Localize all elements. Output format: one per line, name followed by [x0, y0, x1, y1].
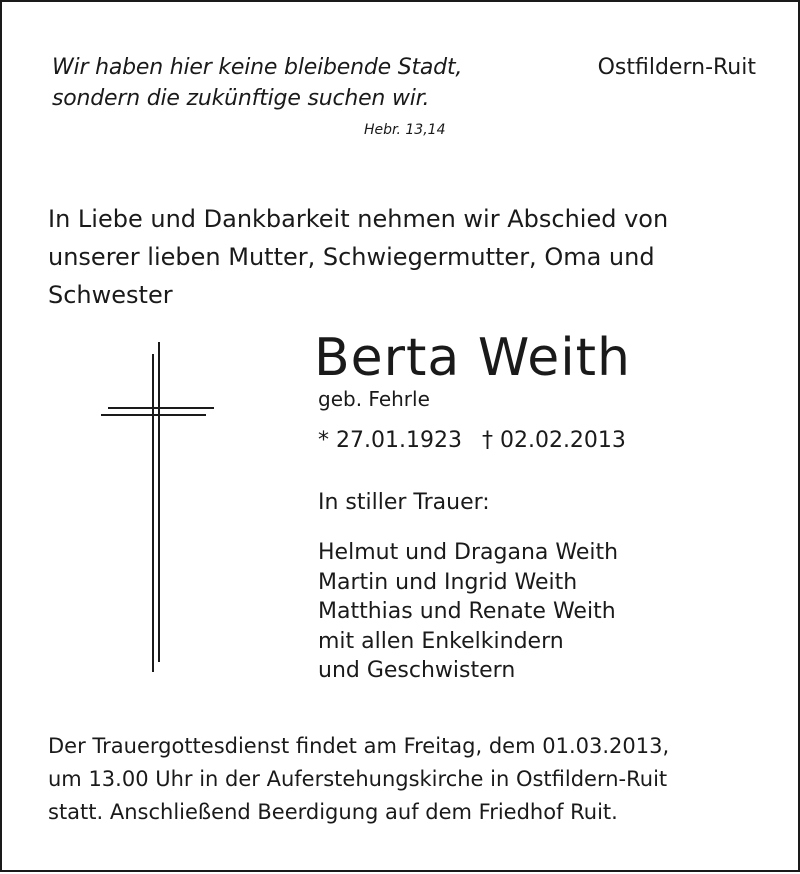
mourner-list: [318, 538, 618, 686]
life-dates: [318, 427, 626, 455]
bible-verse: [52, 52, 462, 114]
death-date: † 02.02.2013: [481, 428, 626, 453]
intro-line-1: In Liebe und Dankbarkeit nehmen wir Abschied von: [48, 205, 669, 233]
maiden-name: geb. Fehrle: [318, 387, 430, 411]
mourner-line: Matthias und Renate Weith: [318, 599, 616, 624]
mourner-line: Martin und Ingrid Weith: [318, 569, 578, 595]
service-line-2: um 13.00 Uhr in der Auferstehungskirche in Ostfildern-Ruit: [48, 767, 668, 791]
verse-line-2: sondern die zukünftige suchen wir.: [52, 86, 430, 111]
service-line-3: statt. Anschließend Beerdigung auf dem Friedhof Ruit.: [48, 800, 618, 824]
intro-line-2: unserer lieben Mutter, Schwiegermutter, Oma und: [48, 243, 655, 271]
service-line-1: Der Trauergottesdienst findet am Freitag, dem 01.03.2013,: [48, 734, 670, 758]
birth-date: * 27.01.1923: [318, 428, 462, 453]
cross-icon: [98, 340, 218, 674]
service-info: [48, 730, 669, 829]
mourner-line: und Geschwistern: [318, 658, 516, 683]
verse-line-1: Wir haben hier keine bleibende Stadt,: [52, 55, 463, 80]
mourning-heading: In stiller Trauer:: [318, 490, 490, 515]
intro-line-3: Schwester: [48, 281, 173, 309]
verse-reference: Hebr. 13,14: [364, 122, 446, 138]
deceased-name: Berta Weith: [314, 328, 631, 388]
place-name: Ostfildern-Ruit: [597, 55, 756, 80]
mourner-line: Helmut und Dragana Weith: [318, 540, 619, 565]
intro-text: [48, 200, 668, 314]
mourner-line: mit allen Enkelkindern: [318, 628, 564, 654]
